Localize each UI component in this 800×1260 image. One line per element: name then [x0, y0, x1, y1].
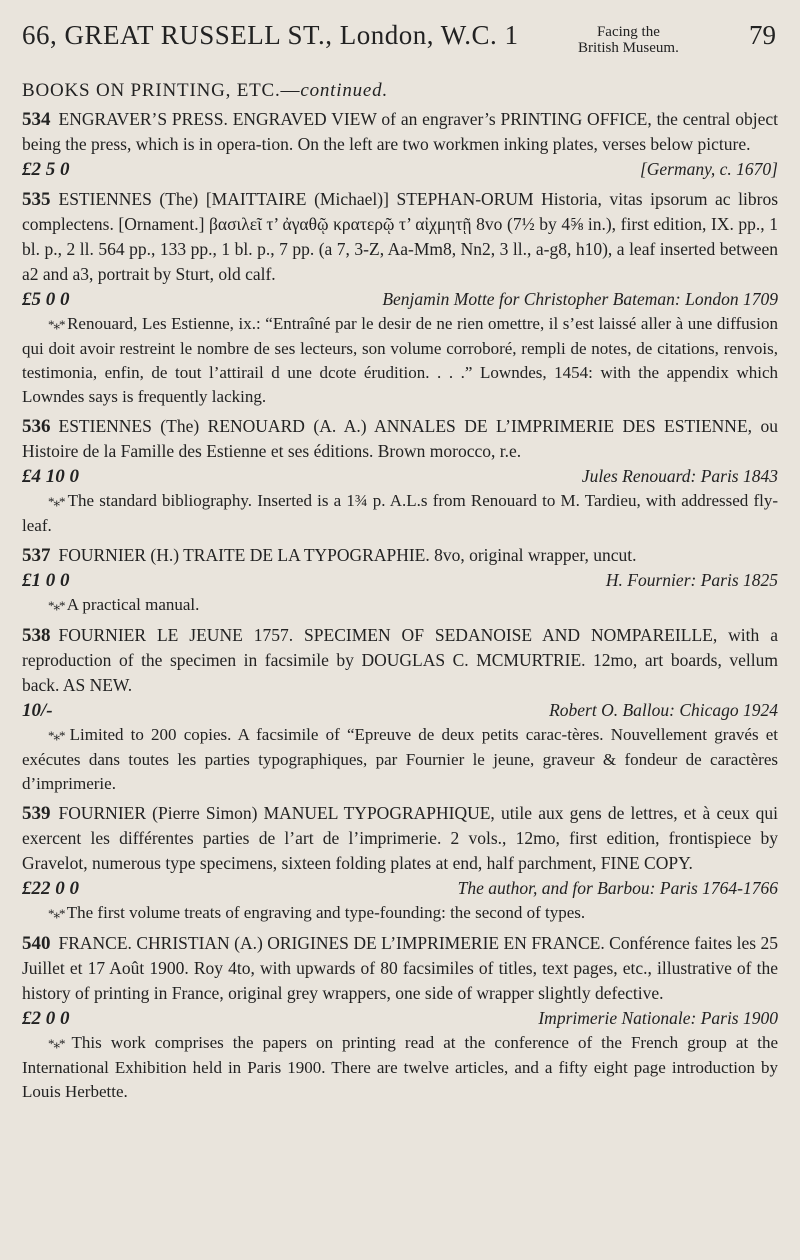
- facing-line-1: Facing the: [596, 24, 660, 40]
- entry-text: FOURNIER (H.) TRAITE DE LA TYPOGRAPHIE. 8vo, original wrapper, uncut.: [58, 545, 637, 565]
- facing-line-2: British Museum.: [578, 40, 679, 56]
- entry-description: [22, 801, 778, 876]
- entry-imprint: Imprimerie Nationale: Paris 1900: [538, 1008, 778, 1028]
- entries-list: [22, 107, 778, 1104]
- entry-imprint: The author, and for Barbou: Paris 1764-1766: [457, 878, 778, 898]
- address-line: 66, GREAT RUSSELL ST., London, W.C. 1: [22, 20, 519, 50]
- entry-note: [22, 901, 778, 926]
- note-mark: *⁎*: [48, 494, 68, 509]
- entry-description: [22, 543, 778, 568]
- note-text: Renouard, Les Estienne, ix.: “Entraîné par le desir de ne rien omettre, il s’est laissé aller à une diffusion qui doit avoir restreint le nombre de ses lecteurs, son volume corroboré, rempli de notes, de citations, renvois, testimonia, enfin, de tout l’attirail d une dcote érudition. . . .” Lowndes, 1454: with the appendix which Lowndes says is frequently lacking.: [22, 314, 779, 406]
- entry-note: [22, 312, 778, 409]
- section-title-cont: continued.: [300, 80, 389, 101]
- entry-number: 540: [22, 933, 51, 954]
- note-text: A practical manual.: [66, 595, 200, 614]
- entry-price: £5 0 0: [22, 289, 70, 310]
- entry-imprint: Benjamin Motte for Christopher Bateman: London 1709: [382, 289, 778, 309]
- entry-imprint: H. Fournier: Paris 1825: [605, 570, 778, 590]
- catalogue-entry: [22, 107, 778, 182]
- entry-imprint: Jules Renouard: Paris 1843: [581, 466, 778, 486]
- entry-description: [22, 623, 778, 698]
- entry-price-row: [22, 1006, 778, 1031]
- entry-price: 10/-: [22, 700, 53, 721]
- entry-note: [22, 723, 778, 796]
- catalogue-entry: [22, 414, 778, 538]
- page-header: [22, 14, 778, 70]
- section-title: [22, 80, 778, 102]
- entry-price: £22 0 0: [22, 878, 79, 899]
- entry-price: £4 10 0: [22, 466, 79, 487]
- note-mark: *⁎*: [48, 317, 68, 332]
- note-text: The standard bibliography. Inserted is a 1¾ p. A.L.s from Renouard to M. Tardieu, with addressed fly-leaf.: [22, 491, 779, 535]
- catalogue-entry: [22, 623, 778, 796]
- entry-text: FRANCE. CHRISTIAN (A.) ORIGINES DE L’IMPRIMERIE EN FRANCE. Conférence faites les 25 Juillet et 17 Août 1900. Roy 4to, with upwards of 80 facsimiles of titles, text pages, etc., illustrative of the history of printing in France, original grey wrappers, one side of wrapper slightly defective.: [22, 933, 778, 1003]
- catalogue-entry: [22, 931, 778, 1104]
- entry-number: 538: [22, 625, 51, 646]
- note-text: Limited to 200 copies. A facsimile of “Epreuve de deux petits carac-tères. Nouvellement gravés et exécutes dans toutes les parties typographiques, par Fournier le jeune, graveur & fondeur de caractères d’imprimerie.: [22, 725, 779, 793]
- entry-number: 534: [22, 109, 51, 130]
- entry-description: [22, 414, 778, 464]
- entry-note: [22, 489, 778, 538]
- entry-imprint: [Germany, c. 1670]: [639, 159, 778, 179]
- entry-imprint: Robert O. Ballou: Chicago 1924: [549, 700, 778, 720]
- entry-price-row: [22, 157, 778, 182]
- entry-price: £2 0 0: [22, 1008, 70, 1029]
- entry-number: 539: [22, 803, 51, 824]
- entry-price-row: [22, 876, 778, 901]
- note-text: This work comprises the papers on printing read at the conference of the French group at the International Exhibition held in Paris 1900. There are twelve articles, and a fifty eight page introduction by Louis Herbette.: [22, 1033, 778, 1101]
- note-mark: *⁎*: [48, 1036, 72, 1051]
- catalogue-entry: [22, 187, 778, 409]
- entry-price-row: [22, 568, 778, 593]
- entry-description: [22, 187, 778, 287]
- entry-note: [22, 593, 778, 618]
- note-mark: *⁎*: [48, 598, 67, 613]
- entry-number: 535: [22, 189, 51, 210]
- note-mark: *⁎*: [48, 906, 67, 921]
- catalogue-entry: [22, 801, 778, 926]
- section-title-main: BOOKS ON PRINTING, ETC.—: [22, 80, 301, 101]
- entry-number: 537: [22, 545, 51, 566]
- catalogue-entry: [22, 543, 778, 618]
- entry-description: [22, 107, 778, 157]
- entry-text: ESTIENNES (The) RENOUARD (A. A.) ANNALES DE L’IMPRIMERIE DES ESTIENNE, ou Histoire de la Famille des Estienne et ses éditions. Brown morocco, r.e.: [22, 416, 778, 461]
- note-mark: *⁎*: [48, 728, 70, 743]
- facing-note: [578, 24, 679, 56]
- entry-description: [22, 931, 778, 1006]
- note-text: The first volume treats of engraving and type-founding: the second of types.: [66, 903, 586, 922]
- entry-number: 536: [22, 416, 51, 437]
- entry-price: £1 0 0: [22, 570, 70, 591]
- entry-text: FOURNIER (Pierre Simon) MANUEL TYPOGRAPHIQUE, utile aux gens de lettres, et à ceux qui exercent les différentes parties de l’art de l’imprimerie. 2 vols., 12mo, first edition, frontispiece by Gravelot, numerous type specimens, sixteen folding plates at end, half parchment, FINE COPY.: [22, 803, 778, 873]
- entry-price: £2 5 0: [22, 159, 70, 180]
- entry-text: ESTIENNES (The) [MAITTAIRE (Michael)] STEPHAN-ORUM Historia, vitas ipsorum ac libros complectens. [Ornament.] βασιλεῖ τ’ ἀγαθῷ κρατερῷ τ’ αἰχμητῇ 8vo (7½ by 4⅝ in.), first edition, IX. pp., 1 bl. p., 2 ll. 564 pp., 133 pp., 1 bl. p., 7 pp. (a 7, 3-Z, Aa-Mm8, Nn2, 3 ll., a-g8, h10), a leaf inserted between a2 and a3, portrait by Sturt, old calf.: [22, 189, 778, 284]
- entry-text: ENGRAVER’S PRESS. ENGRAVED VIEW of an engraver’s PRINTING OFFICE, the central object being the press, which is in opera-tion. On the left are two workmen inking plates, verses below picture.: [22, 109, 778, 154]
- entry-price-row: [22, 698, 778, 723]
- entry-price-row: [22, 464, 778, 489]
- entry-text: FOURNIER LE JEUNE 1757. SPECIMEN OF SEDANOISE AND NOMPAREILLE, with a reproduction of the specimen in facsimile by DOUGLAS C. MCMURTRIE. 12mo, art boards, vellum back. AS NEW.: [22, 625, 778, 695]
- entry-note: [22, 1031, 778, 1104]
- page-number: 79: [749, 20, 776, 50]
- entry-price-row: [22, 287, 778, 312]
